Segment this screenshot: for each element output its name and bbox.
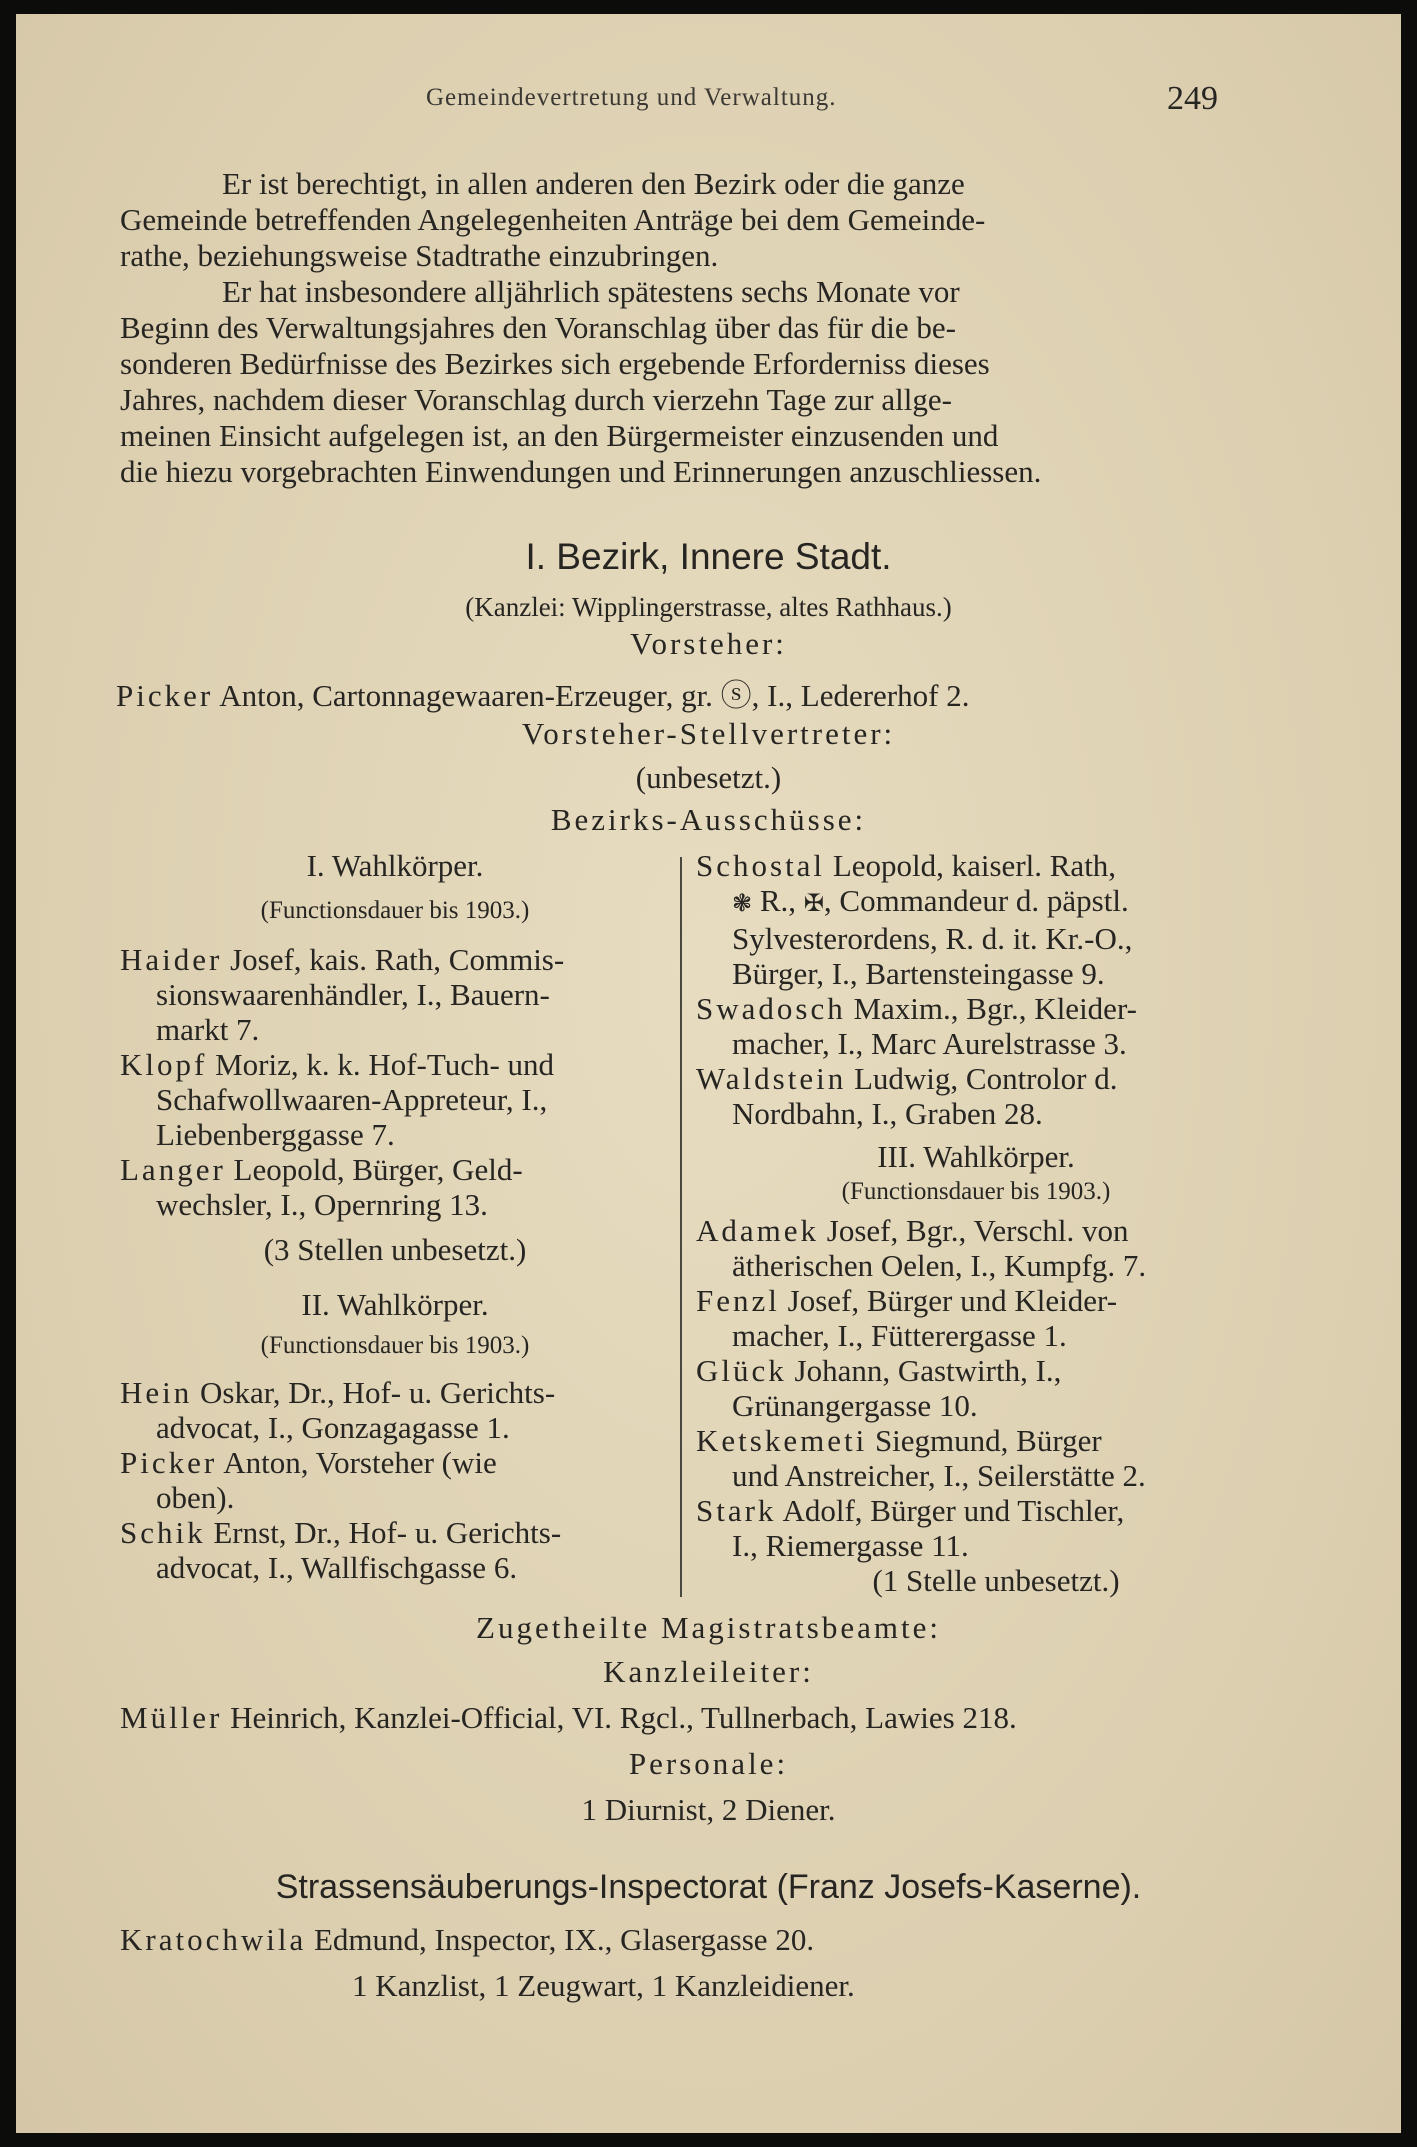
head-entry bbox=[116, 670, 969, 715]
head-label: Vorsteher: bbox=[630, 626, 787, 661]
district-title: I. Bezirk, Innere Stadt. bbox=[525, 536, 892, 577]
list-item: Langer Leopold, Bürger, Geld- wechsler, I., Opernring 13. bbox=[120, 1152, 523, 1222]
order-star-icon: ❃ bbox=[732, 889, 753, 917]
intro-line-6: sonderen Bedürfnisse des Bezirkes sich ergebende Erforderniss dieses bbox=[120, 346, 990, 381]
list-item: Glück Johann, Gastwirth, I., Grünangergasse 10. bbox=[696, 1353, 1062, 1423]
inspectorate-person bbox=[120, 1922, 814, 1958]
right-column bbox=[696, 848, 1256, 1598]
committees-label: Bezirks-Ausschüsse: bbox=[550, 802, 867, 837]
wk1-title: I. Wahlkörper. bbox=[306, 848, 484, 883]
intro-line-3: rathe, beziehungsweise Stadtrathe einzubringen. bbox=[120, 238, 719, 273]
chief-name: Müller bbox=[120, 1700, 223, 1735]
intro-line-4: Er hat insbesondere alljährlich spätestens sechs Monate vor bbox=[222, 274, 960, 309]
inspectorate-staff: 1 Kanzlist, 1 Zeugwart, 1 Kanzleidiener. bbox=[352, 1968, 855, 2003]
wk2-term: (Functionsdauer bis 1903.) bbox=[260, 1332, 530, 1359]
chief-entry bbox=[120, 1700, 1017, 1736]
wk2-list bbox=[120, 1375, 670, 1585]
list-item: Picker Anton, Vorsteher (wie oben). bbox=[120, 1445, 497, 1515]
inspectorate-title: Strassensäuberungs-Inspectorat (Franz Josefs-Kaserne). bbox=[275, 1868, 1142, 1906]
wk1-term: (Functionsdauer bis 1903.) bbox=[260, 897, 530, 924]
list-item: Ketskemeti Siegmund, Bürger und Anstreicher, I., Seilerstätte 2. bbox=[696, 1423, 1146, 1493]
list-item: Swadosch Maxim., Bgr., Kleider- macher, I., Marc Aurelstrasse 3. bbox=[696, 991, 1137, 1061]
inspector-name: Kratochwila bbox=[120, 1922, 307, 1957]
head-name: Picker bbox=[116, 678, 214, 713]
wk3-vacant: (1 Stelle unbesetzt.) bbox=[872, 1563, 1120, 1598]
intro-line-7: Jahres, nachdem dieser Voranschlag durch vierzehn Tage zur allge- bbox=[120, 382, 952, 417]
wk3-title: III. Wahlkörper. bbox=[877, 1139, 1075, 1174]
left-column bbox=[120, 848, 670, 1585]
deputy-label: Vorsteher-Stellvertreter: bbox=[521, 716, 896, 751]
list-item: Hein Oskar, Dr., Hof- u. Gerichts- advocat, I., Gonzagagasse 1. bbox=[120, 1375, 556, 1445]
inspector-details: Edmund, Inspector, IX., Glasergasse 20. bbox=[306, 1922, 815, 1957]
intro-line-5: Beginn des Verwaltungsjahres den Voranschlag über das für die be- bbox=[120, 310, 956, 345]
chief-label: Kanzleileiter: bbox=[603, 1654, 814, 1689]
wk3-term: (Functionsdauer bis 1903.) bbox=[841, 1178, 1111, 1205]
order-cross-icon: ✠ bbox=[803, 889, 824, 917]
deputy-value: (unbesetzt.) bbox=[635, 760, 782, 795]
intro-line-1: Er ist berechtigt, in allen anderen den Bezirk oder die ganze bbox=[222, 166, 965, 201]
list-item: Schostal Leopold, kaiserl. Rath, ❃ R., ✠, Commandeur d. päpstl. Sylvesterordens, R. d. it. Kr.-O., Bürger, I., Bartensteingasse 9. bbox=[696, 848, 1133, 991]
wk2-title: II. Wahlkörper. bbox=[301, 1287, 489, 1322]
list-item: Waldstein Ludwig, Controlor d. Nordbahn, I., Graben 28. bbox=[696, 1061, 1118, 1131]
list-item: Fenzl Josef, Bürger und Kleider- macher, I., Fütterergasse 1. bbox=[696, 1283, 1118, 1353]
page-number: 249 bbox=[1167, 80, 1218, 117]
column-divider bbox=[680, 857, 682, 1597]
district-office: (Kanzlei: Wipplingerstrasse, altes Rathhaus.) bbox=[465, 592, 952, 622]
officials-label: Zugetheilte Magistratsbeamte: bbox=[476, 1610, 941, 1645]
running-head: Gemeindevertretung und Verwaltung. bbox=[426, 84, 837, 111]
list-item: Stark Adolf, Bürger und Tischler, I., Riemergasse 11. bbox=[696, 1493, 1125, 1563]
wk3-list bbox=[696, 1213, 1256, 1563]
head-details: Anton, Cartonnagewaaren-Erzeuger, gr. ⓢ, I., Ledererhof 2. bbox=[219, 678, 970, 713]
wk1-list bbox=[120, 942, 670, 1222]
intro-line-2: Gemeinde betreffenden Angelegenheiten Anträge bei dem Gemeinde- bbox=[120, 202, 986, 237]
intro-line-8: meinen Einsicht aufgelegen ist, an den Bürgermeister einzusenden und bbox=[120, 418, 999, 453]
book-page bbox=[16, 14, 1401, 2133]
list-item: Adamek Josef, Bgr., Verschl. von ätherischen Oelen, I., Kumpfg. 7. bbox=[696, 1213, 1147, 1283]
staff-value: 1 Diurnist, 2 Diener. bbox=[581, 1792, 836, 1827]
staff-label: Personale: bbox=[628, 1746, 789, 1781]
list-item: Schik Ernst, Dr., Hof- u. Gerichts- advocat, I., Wallfischgasse 6. bbox=[120, 1515, 562, 1585]
intro-line-9: die hiezu vorgebrachten Einwendungen und Erinnerungen anzuschliessen. bbox=[120, 454, 1042, 489]
list-item: Haider Josef, kais. Rath, Commis- sionswaarenhändler, I., Bauern- markt 7. bbox=[120, 942, 565, 1047]
chief-details: Heinrich, Kanzlei-Official, VI. Rgcl., Tullnerbach, Lawies 218. bbox=[222, 1700, 1017, 1735]
list-item: Klopf Moriz, k. k. Hof-Tuch- und Schafwollwaaren-Appreteur, I., Liebenberggasse 7. bbox=[120, 1047, 555, 1152]
wk1-vacant: (3 Stellen unbesetzt.) bbox=[263, 1232, 527, 1267]
